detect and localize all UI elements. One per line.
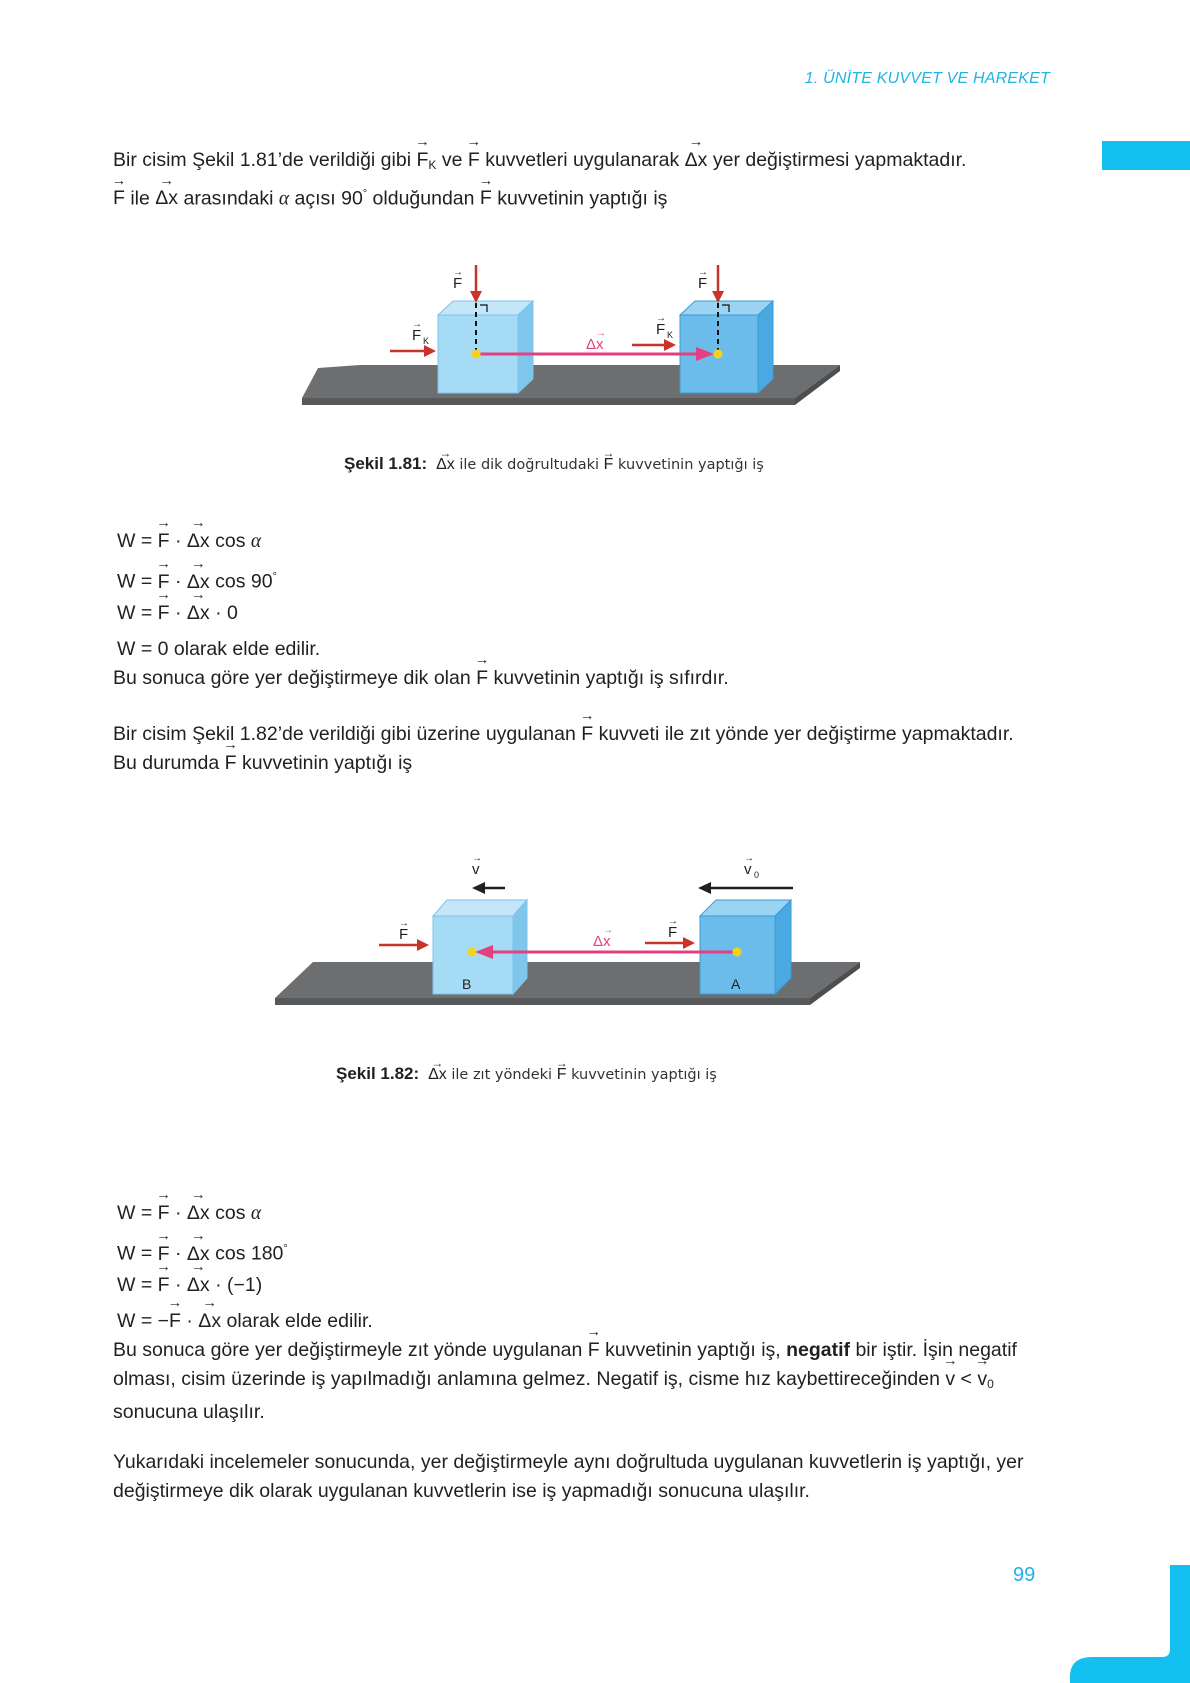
label-FK-1: F [412,327,422,344]
svg-text:K: K [423,336,430,346]
label-F-A: F [668,924,678,941]
svg-text:→: → [412,319,422,330]
chapter-tab-marker [1102,141,1190,170]
svg-text:→: → [453,267,463,278]
center-point-2 [714,350,723,359]
center-point-1 [472,350,481,359]
intro-paragraph-2: Bir cisim Şekil 1.82’de verildiği gibi üzerine uygulanan → F kuvveti ile zıt yönde yer değiştirme yapmaktadır. Bu durumda → F kuvvetinin yaptığı iş [113,720,1073,777]
block-B [433,900,527,994]
block-1 [438,301,533,393]
svg-text:0: 0 [754,870,760,880]
label-F-1: F [453,275,463,292]
page-number: 99 [1013,1564,1036,1586]
label-v: v [472,861,480,878]
label-F-2: F [698,275,708,292]
svg-text:→: → [656,313,666,324]
label-FK-2: F [656,321,666,338]
figure-1-82 [265,850,875,1020]
equation-2-line-2: W = → F · → Δx cos 180° [117,1235,288,1268]
vector-F-K: → F [416,146,428,175]
floor-edge [275,998,810,1005]
svg-text:→: → [603,925,613,936]
equation-1-line-1: W = → F · → Δx cos α [117,527,261,556]
equation-1-line-4: W = 0 olarak elde edilir. [117,638,321,660]
label-A: A [731,976,741,992]
label-F-B: F [399,926,409,943]
svg-text:→: → [698,267,708,278]
label-dx: Δx [593,933,611,950]
label-dx: Δx [586,336,604,353]
figure-1-81-caption: Şekil 1.81: → Δx ile dik doğrultudaki → F kuvvetinin yaptığı iş [344,454,764,474]
block-A [700,900,791,994]
result-paragraph-1: Bu sonuca göre yer değiştirmeye dik olan → F kuvvetinin yaptığı iş sıfırdır. [113,664,1073,693]
svg-text:→: → [668,916,678,927]
label-B: B [462,976,472,992]
equation-1-line-2: W = → F · → Δx cos 90° [117,563,277,596]
svg-text:→: → [399,918,409,929]
chapter-header: 1. ÜNİTE KUVVET VE HAREKET [804,70,1050,87]
conclusion-paragraph: Yukarıdaki incelemeler sonucunda, yer değiştirmeyle aynı doğrultuda uygulanan kuvvetlerin iş yaptığı, yer değiştirmeye dik olarak uygulanan kuvvetlerin ise iş yapmadığı sonucuna ulaşılır. [113,1451,1024,1502]
equation-1-line-3: W = → F · → Δx · 0 [117,599,238,627]
result-paragraph-2: Bu sonuca göre yer değiştirmeyle zıt yönde uygulanan → F kuvvetinin yaptığı iş, negatif bir iştir. İşin negatif olması, cisim üzerinde iş yapılmadığı anlamına gelmez. Negatif iş, cisme hız kaybettireceğinden → v < → $v_0$ sonucuna ulaşılır. [113,1336,1073,1427]
figure-1-82-caption: Şekil 1.82: → Δx ile zıt yöndeki → F kuvvetinin yaptığı iş [336,1064,717,1084]
figure-1-81 [290,255,850,425]
block-2 [680,301,773,393]
center-point-A [733,948,742,957]
equation-2-line-3: W = → F · → Δx · (−1) [117,1271,262,1299]
svg-text:K: K [667,330,674,340]
floor-edge [302,398,795,405]
intro-paragraph-1: Bir cisim Şekil 1.81’de verildiği gibi → $F_K$ ve → F kuvvetleri uygulanarak → Δx yer değiştirmesi yapmaktadır. → F ile → Δx arasındaki α açısı 90° olduğundan → F kuvvetinin yaptığı iş [113,146,1073,214]
svg-text:→: → [472,853,482,864]
equation-2-line-4: W = −→ F · → Δx olarak elde edilir. [117,1307,373,1335]
equation-2-line-1: W = → F · → Δx cos α [117,1199,261,1228]
label-v0: v [744,861,752,878]
svg-text:→: → [596,328,606,339]
svg-text:→: → [744,853,754,864]
corner-decoration [1070,1565,1190,1683]
center-point-B [468,948,477,957]
